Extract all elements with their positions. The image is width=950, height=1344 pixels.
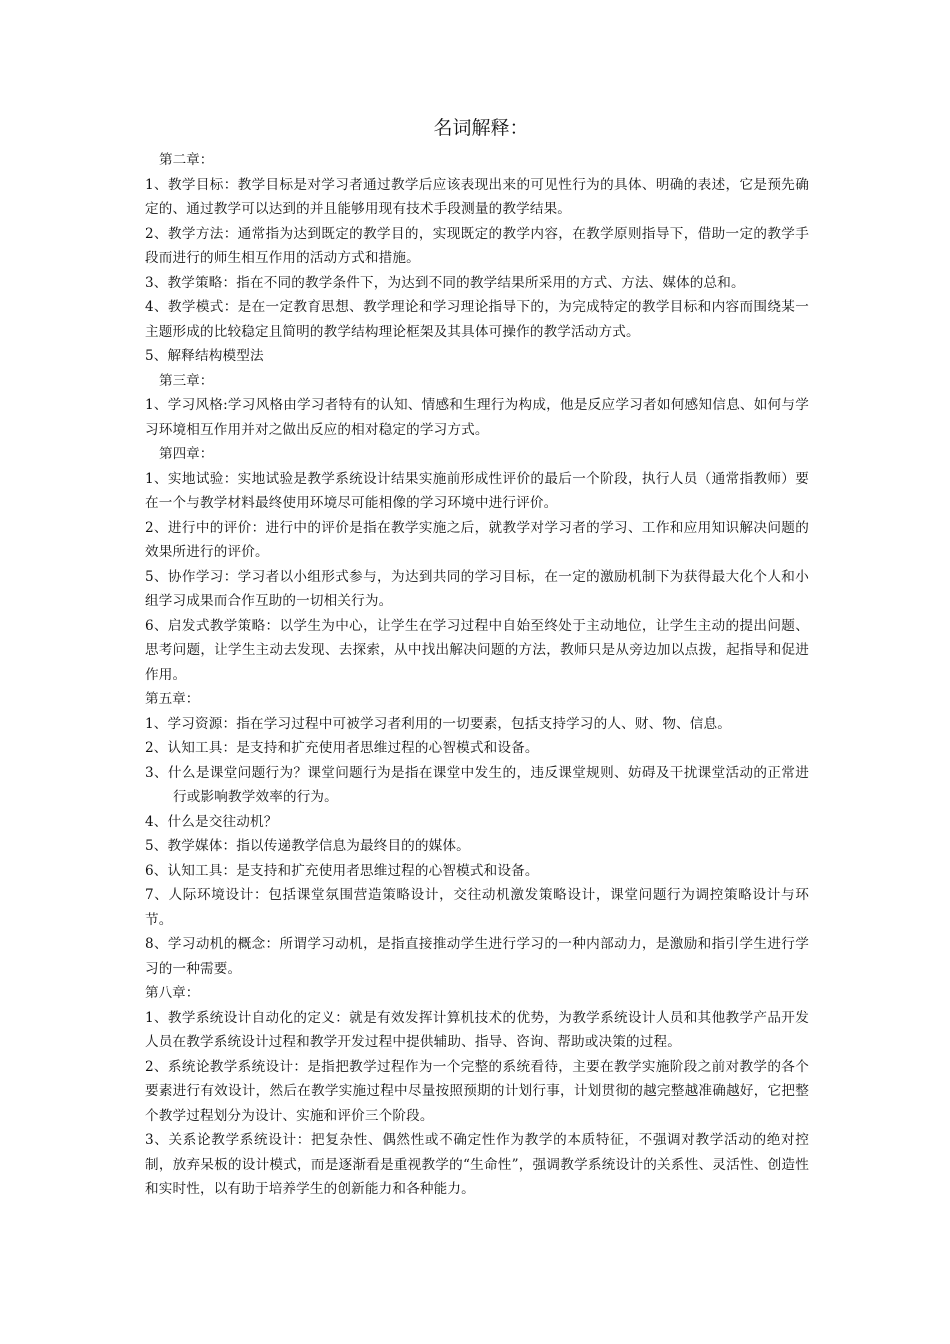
- definition-paragraph: 2、认知工具：是支持和扩充使用者思维过程的心智模式和设备。: [145, 740, 539, 756]
- chapter-heading: 第八章：: [145, 985, 200, 1001]
- definition-paragraph: 2、系统论教学系统设计：是指把教学过程作为一个完整的系统看待，主要在教学实施阶段之前对教学的各个要素进行有效设计，然后在教学实施过程中尽量按照预期的计划行事，计划贯彻的越完整越准确越好，它把整个教学过程划分为设计、实施和评价三个阶段。: [145, 1058, 809, 1124]
- definition-paragraph: 7、人际环境设计：包括课堂氛围营造策略设计，交往动机激发策略设计，课堂问题行为调控策略设计与环节。: [145, 887, 809, 928]
- definition-paragraph: 8、学习动机的概念：所谓学习动机，是指直接推动学生进行学习的一种内部动力，是激励和指引学生进行学习的一种需要。: [145, 936, 809, 977]
- definition-paragraph: 1、学习资源：指在学习过程中可被学习者利用的一切要素，包括支持学习的人、财、物、信息。: [145, 715, 732, 732]
- definition-paragraph: 2、进行中的评价：进行中的评价是指在教学实施之后，就教学对学习者的学习、工作和应用知识解决问题的效果所进行的评价。: [145, 519, 809, 560]
- definition-paragraph: 1、实地试验：实地试验是教学系统设计结果实施前形成性评价的最后一个阶段，执行人员（通常指教师）要在一个与教学材料最终使用环境尽可能相像的学习环境中进行评价。: [145, 470, 809, 511]
- chapter-heading: 第四章：: [159, 446, 214, 462]
- definition-paragraph: 5、协作学习：学习者以小组形式参与，为达到共同的学习目标，在一定的激励机制下为获得最大化个人和小组学习成果而合作互助的一切相关行为。: [145, 568, 809, 609]
- chapter-heading: 第三章：: [159, 372, 214, 389]
- document-page: [145, 114, 809, 1202]
- definition-paragraph: 2、教学方法：通常指为达到既定的教学目的，实现既定的教学内容，在教学原则指导下，借助一定的教学手段而进行的师生相互作用的活动方式和措施。: [145, 225, 809, 266]
- definition-paragraph: 4、什么是交往动机？: [145, 813, 278, 830]
- definition-paragraph: 3、教学策略：指在不同的教学条件下，为达到不同的教学结果所采用的方式、方法、媒体的总和。: [145, 274, 745, 291]
- chapter-heading: 第二章：: [159, 152, 214, 168]
- definition-paragraph: 1、学习风格:学习风格由学习者特有的认知、情感和生理行为构成，他是反应学习者如何感知信息、如何与学习环境相互作用并对之做出反应的相对稳定的学习方式。: [145, 397, 809, 438]
- document-title: 名词解释：: [433, 117, 529, 139]
- chapter-heading: 第五章：: [145, 691, 200, 707]
- definition-paragraph: 1、教学系统设计自动化的定义：就是有效发挥计算机技术的优势，为教学系统设计人员和其他教学产品开发人员在教学系统设计过程和教学开发过程中提供辅助、指导、咨询、帮助或决策的过程。: [145, 1009, 809, 1050]
- definition-paragraph: 5、教学媒体：指以传递教学信息为最终目的的媒体。: [145, 838, 470, 854]
- document-body: [145, 148, 809, 1202]
- definition-paragraph: 6、启发式教学策略：以学生为中心，让学生在学习过程中自始至终处于主动地位，让学生主动的提出问题、思考问题，让学生主动去发现、去探索，从中找出解决问题的方法，教师只是从旁边加以点拨，起指导和促进作用。: [145, 617, 809, 683]
- definition-paragraph: 3、什么是课堂问题行为？课堂问题行为是指在课堂中发生的，违反课堂规则、妨碍及干扰课堂活动的正常进行或影响教学效率的行为。: [145, 764, 809, 805]
- definition-paragraph: 6、认知工具：是支持和扩充使用者思维过程的心智模式和设备。: [145, 862, 539, 879]
- definition-paragraph: 1、教学目标：教学目标是对学习者通过教学后应该表现出来的可见性行为的具体、明确的表述，它是预先确定的、通过教学可以达到的并且能够用现有技术手段测量的教学结果。: [145, 176, 809, 217]
- definition-paragraph: 4、教学模式：是在一定教育思想、教学理论和学习理论指导下的，为完成特定的教学目标和内容而围绕某一主题形成的比较稳定且简明的教学结构理论框架及其具体可操作的教学活动方式。: [145, 299, 809, 340]
- definition-paragraph: 5、解释结构模型法: [145, 348, 264, 364]
- definition-paragraph: 3、关系论教学系统设计：把复杂性、偶然性或不确定性作为教学的本质特征，不强调对教学活动的绝对控制，放弃呆板的设计模式，而是逐渐看是重视教学的“生命性”，强调教学系统设计的关系性、灵活性、创造性和实时性，以有助于培养学生的创新能力和各种能力。: [145, 1132, 809, 1197]
